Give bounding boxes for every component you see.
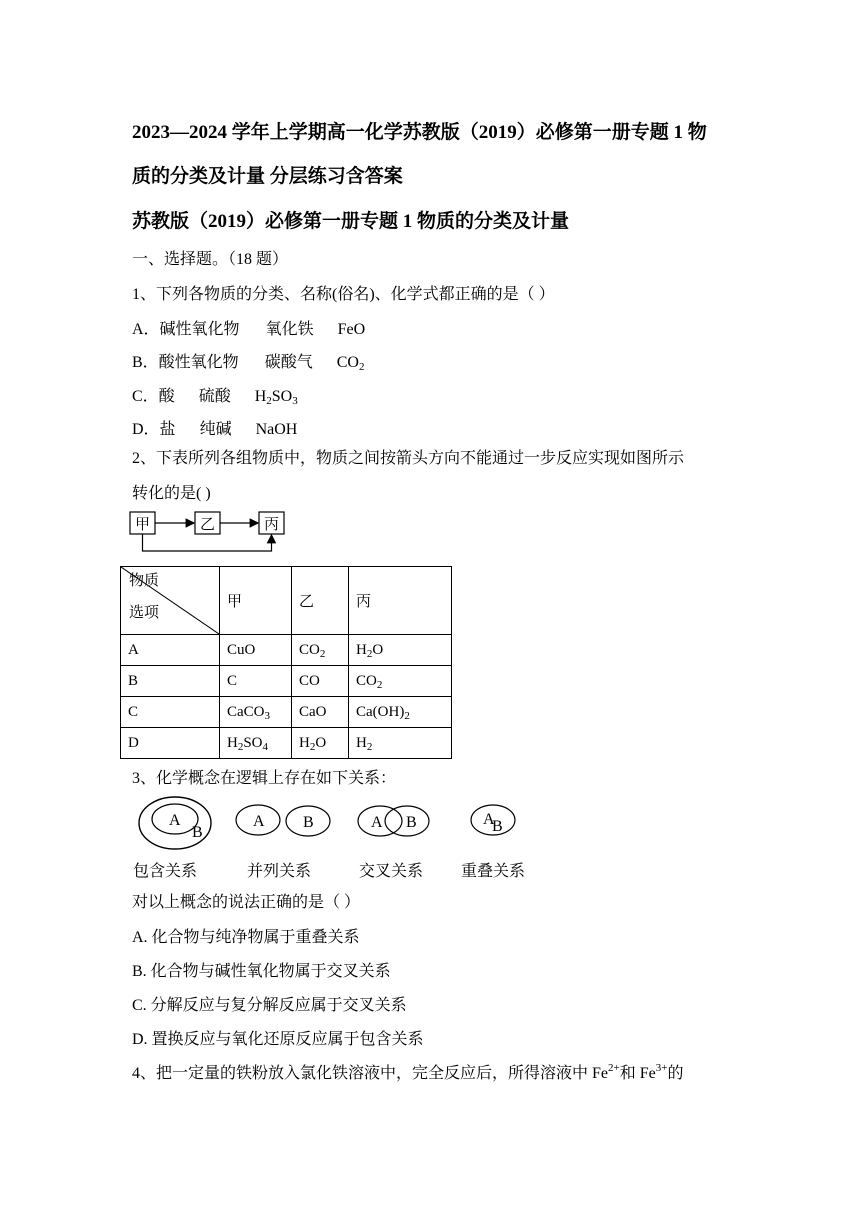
document-title-line-2: 质的分类及计量 分层练习含答案 <box>132 166 403 187</box>
option-name: 氧化铁 <box>265 321 314 338</box>
question-1-option-b <box>132 349 364 372</box>
conversion-flow-diagram <box>125 508 290 558</box>
table-cell: CaO <box>292 697 349 728</box>
table-cell: CaCO$_3$ <box>220 697 292 728</box>
table-option-cell: B <box>121 666 220 697</box>
question-3-option-d: D. 置换反应与氧化还原反应属于包含关系 <box>132 1031 424 1048</box>
table-corner-cell <box>121 567 220 635</box>
option-name: 碳酸气 <box>264 354 313 371</box>
question-3-option-c: C. 分解反应与复分解反应属于交叉关系 <box>132 997 407 1014</box>
relation-caption-intersect: 交叉关系 <box>359 861 424 880</box>
table-cell: $H_2$ <box>349 728 452 759</box>
table-header-cell: 甲 <box>220 567 292 635</box>
option-name: 纯碱 <box>199 421 232 438</box>
corner-top-label: 物质 <box>129 573 160 589</box>
document-subtitle: 苏教版（2019）必修第一册专题 1 物质的分类及计量 <box>132 211 570 232</box>
table-cell: $H_2O$ <box>349 635 452 666</box>
table-cell: $H_2SO_4$ <box>220 728 292 759</box>
table-option-cell: C <box>121 697 220 728</box>
question-2-table <box>120 566 452 759</box>
question-2-stem-line-2: 转化的是( ) <box>132 485 211 502</box>
inclusion-label-a: A <box>169 812 181 829</box>
inclusion-label-b: B <box>192 824 203 841</box>
corner-bottom-label: 选项 <box>129 605 160 621</box>
question-1-option-c <box>132 383 298 406</box>
concept-relations-diagram <box>125 793 545 883</box>
intersect-label-a: A <box>371 814 383 831</box>
option-formula: NaOH <box>255 421 298 438</box>
table-cell: CO <box>292 666 349 697</box>
table-row <box>121 635 452 666</box>
flow-arrow-a-to-c <box>143 534 272 551</box>
overlap-label-a: A <box>483 811 495 828</box>
question-3-stem: 3、化学概念在逻辑上存在如下关系： <box>132 770 397 787</box>
intersect-label-b: B <box>406 814 417 831</box>
table-option-cell: D <box>121 728 220 759</box>
table-header-cell: 丙 <box>349 567 452 635</box>
table-row <box>121 697 452 728</box>
relation-caption-overlap: 重叠关系 <box>461 861 526 880</box>
parallel-label-b: B <box>303 814 314 831</box>
question-4-stem: 4、把一定量的铁粉放入氯化铁溶液中，完全反应后，所得溶液中 $Fe^{2+}$和 $Fe^{3+}$的 <box>132 1062 684 1082</box>
table-cell: CuO <box>220 635 292 666</box>
relation-caption-parallel: 并列关系 <box>247 861 312 880</box>
section-heading: 一、选择题。（18 题） <box>132 251 289 268</box>
table-header-row <box>121 567 452 635</box>
flow-label-a: 甲 <box>134 515 151 533</box>
document-title-line-1: 2023—2024 学年上学期高一化学苏教版（2019）必修第一册专题 1 物 <box>132 122 707 143</box>
table-cell: C <box>220 666 292 697</box>
flow-label-b: 乙 <box>199 515 216 533</box>
question-3-option-b: B. 化合物与碱性氧化物属于交叉关系 <box>132 963 391 980</box>
option-label: B．酸性氧化物 <box>132 354 239 371</box>
question-1-stem: 1、下列各物质的分类、名称(俗名)、化学式都正确的是（ ） <box>132 286 555 303</box>
question-3-option-a: A. 化合物与纯净物属于重叠关系 <box>132 929 360 946</box>
relation-caption-inclusion: 包含关系 <box>133 861 198 880</box>
table-cell: $H_2O$ <box>292 728 349 759</box>
option-name: 硫酸 <box>198 388 231 405</box>
question-1-option-a <box>132 316 365 339</box>
table-option-cell: A <box>121 635 220 666</box>
option-formula: $CO_2$ <box>336 354 365 373</box>
option-formula: $H_2SO_3$ <box>254 388 298 407</box>
option-label: C．酸 <box>132 388 175 405</box>
option-label: A．碱性氧化物 <box>132 321 240 338</box>
flow-label-c: 丙 <box>263 515 280 533</box>
option-label: D．盐 <box>132 421 176 438</box>
table-cell: $CO_2$ <box>349 666 452 697</box>
table-header-cell: 乙 <box>292 567 349 635</box>
option-formula: FeO <box>337 321 366 338</box>
table-row <box>121 666 452 697</box>
question-1-option-d <box>132 416 297 439</box>
question-2-stem-line-1: 2、下表所列各组物质中，物质之间按箭头方向不能通过一步反应实现如图所示 <box>132 450 685 467</box>
table-cell: $CO_2$ <box>292 635 349 666</box>
question-3-prompt: 对以上概念的说法正确的是（ ） <box>132 894 361 911</box>
parallel-label-a: A <box>253 813 265 830</box>
table-cell: $Ca(OH)_2$ <box>349 697 452 728</box>
table-row <box>121 728 452 759</box>
overlap-label-b: B <box>492 818 503 835</box>
